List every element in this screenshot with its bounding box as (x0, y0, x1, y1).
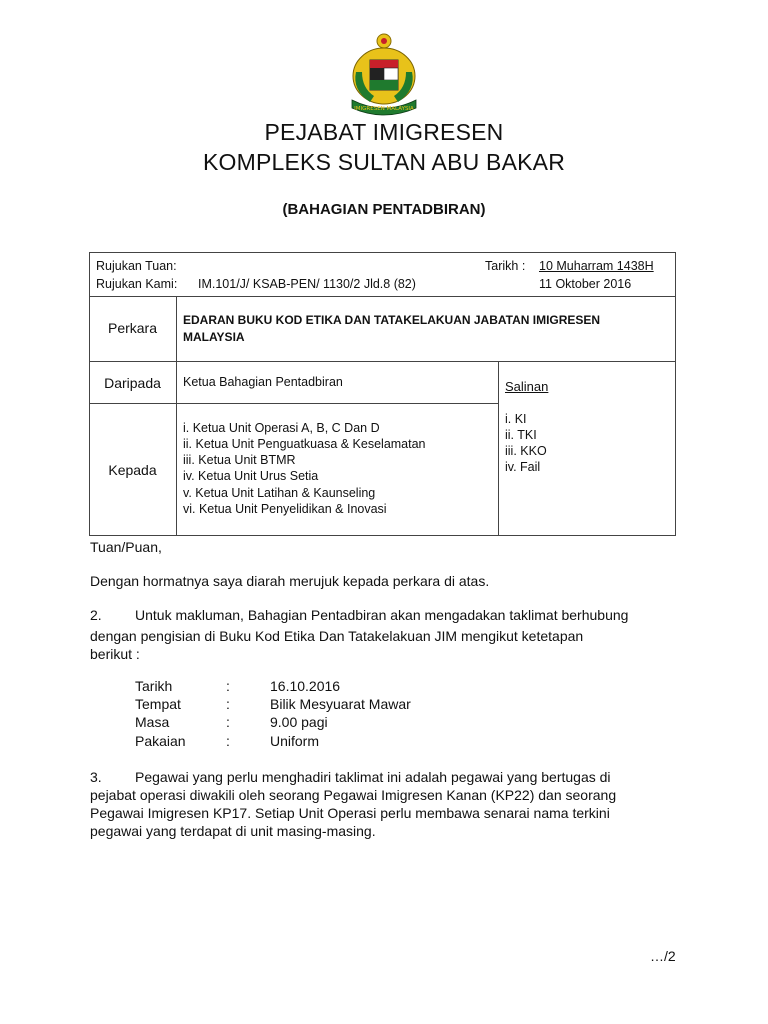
rujukan-kami-value: IM.101/J/ KSAB-PEN/ 1130/2 Jld.8 (82) (198, 277, 416, 291)
office-title: PEJABAT IMIGRESEN (264, 119, 504, 145)
kepada-item: ii. Ketua Unit Penguatkuasa & Keselamatan (183, 437, 426, 451)
kepada-label: Kepada (108, 462, 157, 478)
detail-value: Bilik Mesyuarat Mawar (270, 696, 411, 712)
kepada-item: iv. Ketua Unit Urus Setia (183, 469, 319, 483)
memo-header-table (89, 252, 676, 536)
para3-line: pegawai yang terdapat di unit masing-masing. (90, 823, 376, 839)
detail-value: 9.00 pagi (270, 714, 328, 730)
office-subtitle: KOMPLEKS SULTAN ABU BAKAR (202, 149, 566, 175)
detail-label: Tarikh (135, 678, 173, 694)
detail-colon: : (226, 714, 230, 730)
perkara-line1: EDARAN BUKU KOD ETIKA DAN TATAKELAKUAN JABATAN IMIGRESEN (183, 313, 601, 327)
opening-paragraph: Dengan hormatnya saya diarah merujuk kepada perkara di atas. (90, 573, 490, 589)
perkara-label: Perkara (107, 320, 158, 336)
daripada-label: Daripada (104, 375, 161, 391)
salutation: Tuan/Puan, (90, 539, 162, 555)
logo-caption: IMIGRESEN MALAYSIA (354, 106, 414, 112)
salinan-item: iv. Fail (505, 460, 541, 474)
detail-label: Tempat (135, 696, 181, 712)
daripada-value: Ketua Bahagian Pentadbiran (183, 375, 343, 389)
para3-number: 3. (90, 769, 102, 785)
detail-colon: : (226, 678, 230, 694)
detail-colon: : (226, 733, 230, 749)
kepada-item: vi. Ketua Unit Penyelidikan & Inovasi (183, 502, 387, 516)
para2-line: berikut : (90, 646, 140, 662)
tarikh-hijri: 10 Muharram 1438H (539, 259, 654, 273)
perkara-line2: MALAYSIA (183, 330, 245, 344)
tarikh-label: Tarikh : (485, 259, 526, 273)
salinan-item: ii. TKI (505, 428, 537, 442)
kepada-item: i. Ketua Unit Operasi A, B, C Dan D (183, 421, 380, 435)
salinan-label: Salinan (505, 379, 549, 394)
detail-value: 16.10.2016 (270, 678, 341, 694)
salinan-item: i. KI (505, 412, 527, 426)
tarikh-masihi: 11 Oktober 2016 (539, 277, 632, 291)
detail-label: Pakaian (135, 733, 186, 749)
immigration-crest-logo (344, 32, 424, 116)
kepada-item: v. Ketua Unit Latihan & Kaunseling (183, 486, 376, 500)
para3-line: Pegawai Imigresen KP17. Setiap Unit Operasi perlu membawa senarai nama terkini (90, 805, 610, 821)
page-continuation-marker: …/2 (650, 948, 676, 964)
kepada-item: iii. Ketua Unit BTMR (183, 453, 296, 467)
rujukan-tuan-label: Rujukan Tuan: (96, 259, 177, 273)
para2-number: 2. (90, 607, 102, 623)
para2-line: Untuk makluman, Bahagian Pentadbiran akan mengadakan taklimat berhubung (135, 607, 629, 623)
para2-line: dengan pengisian di Buku Kod Etika Dan Tatakelakuan JIM mengikut ketetapan (90, 628, 584, 644)
para3-line: Pegawai yang perlu menghadiri taklimat ini adalah pegawai yang bertugas di (135, 769, 611, 785)
detail-value: Uniform (270, 733, 320, 749)
salinan-item: iii. KKO (505, 444, 547, 458)
detail-label: Masa (135, 714, 170, 730)
detail-colon: : (226, 696, 230, 712)
division-title: (BAHAGIAN PENTADBIRAN) (282, 201, 486, 218)
rujukan-kami-label: Rujukan Kami: (96, 277, 178, 291)
para3-line: pejabat operasi diwakili oleh seorang Pegawai Imigresen Kanan (KP22) dan seorang (90, 787, 617, 803)
